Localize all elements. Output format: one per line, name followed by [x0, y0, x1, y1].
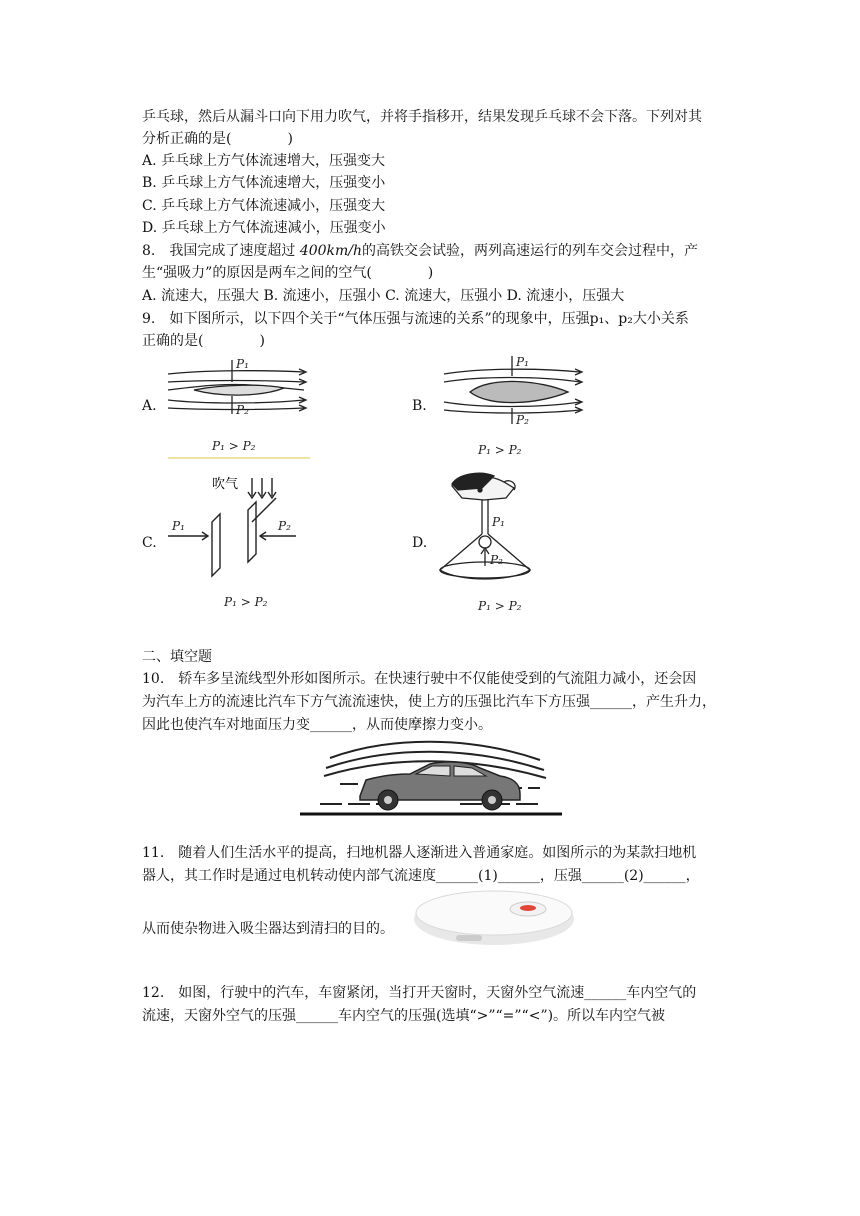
q9-option-b-label: B.	[412, 398, 427, 414]
q8-options: A. 流速大，压强大 B. 流速小，压强小 C. 流速大，压强小 D. 流速小，压强大	[142, 288, 625, 304]
q7-option-b: B. 乒乓球上方气体流速增大，压强变小	[142, 175, 386, 191]
q9-figure-d	[430, 470, 590, 618]
q9-a-p2: P₂	[236, 403, 249, 417]
q8-line1-pre: 8. 我国完成了速度超过	[142, 243, 300, 259]
q11-line3: 从而使杂物进入吸尘器达到清扫的目的。	[142, 921, 394, 937]
q11-line2: 器人，其工作时是通过电机转动使内部气流速度______(1)______，压强______(2)______，	[142, 868, 700, 884]
q11-robot-vacuum-figure	[410, 885, 578, 947]
q9-a-p1: P₁	[236, 357, 249, 371]
q9-d-p2: P₂	[490, 553, 503, 567]
q8-speed: 400km/h	[299, 243, 363, 259]
q12-line2: 流速，天窗外空气的压强______车内空气的压强(选填“>”“=”“<”)。所以车内空气被	[142, 1008, 666, 1024]
q9-b-p1: P₁	[516, 355, 529, 369]
q9-line1: 9. 如下图所示，以下四个关于“气体压强与流速的关系”的现象中，压强p₁、p₂大小关系	[142, 311, 689, 327]
q9-line2: 正确的是( )	[142, 333, 265, 349]
q9-figure-a	[164, 352, 314, 462]
q9-d-p1: P₁	[492, 515, 505, 529]
q9-b-relation: P₁ > P₂	[478, 443, 522, 457]
q9-d-relation: P₁ > P₂	[478, 599, 522, 613]
q10-line1: 10. 轿车多呈流线型外形如图所示。在快速行驶中不仅能使受到的气流阻力减小，还会因	[142, 671, 697, 687]
q9-c-p2: P₂	[278, 519, 291, 533]
q7-line1: 乒乓球，然后从漏斗口向下用力吹气，并将手指移开，结果发现乒乓球不会下落。下列对其	[142, 109, 702, 125]
q9-c-relation: P₁ > P₂	[224, 595, 268, 609]
q9-b-p2: P₂	[516, 413, 529, 427]
q7-line2: 分析正确的是( )	[142, 131, 293, 147]
q12-line1: 12. 如图，行驶中的汽车，车窗紧闭，当打开天窗时，天窗外空气流速______车内空气的	[142, 985, 697, 1001]
q9-figure-b	[440, 352, 590, 462]
q9-figure-c	[164, 472, 314, 612]
q10-line2: 为汽车上方的流速比汽车下方气流流速快，使上方的压强比汽车下方压强______，产生升力，	[142, 694, 716, 710]
q9-option-d-label: D.	[412, 535, 428, 551]
q7-option-a: A. 乒乓球上方气体流速增大，压强变大	[142, 153, 386, 169]
q9-option-a-label: A.	[142, 398, 157, 414]
q9-option-c-label: C.	[142, 535, 157, 551]
q8-line1	[142, 240, 698, 262]
q10-car-figure	[300, 738, 562, 818]
q8-line2: 生“强吸力”的原因是两车之间的空气( )	[142, 265, 434, 281]
section2-title: 二、填空题	[142, 649, 212, 665]
q9-c-blow: 吹气	[212, 477, 239, 492]
q8-line1-post: 的高铁交会试验，两列高速运行的列车交会过程中，产	[362, 243, 699, 259]
q7-option-d: D. 乒乓球上方气体流速减小，压强变小	[142, 220, 386, 236]
q7-option-c: C. 乒乓球上方气体流速减小，压强变大	[142, 198, 386, 214]
q9-a-relation: P₁ > P₂	[212, 439, 256, 453]
q9-c-p1: P₁	[172, 519, 185, 533]
q10-line3: 因此也使汽车对地面压力变______，从而使摩擦力变小。	[142, 717, 492, 733]
q11-line1: 11. 随着人们生活水平的提高，扫地机器人逐渐进入普通家庭。如图所示的为某款扫地机	[142, 845, 697, 861]
